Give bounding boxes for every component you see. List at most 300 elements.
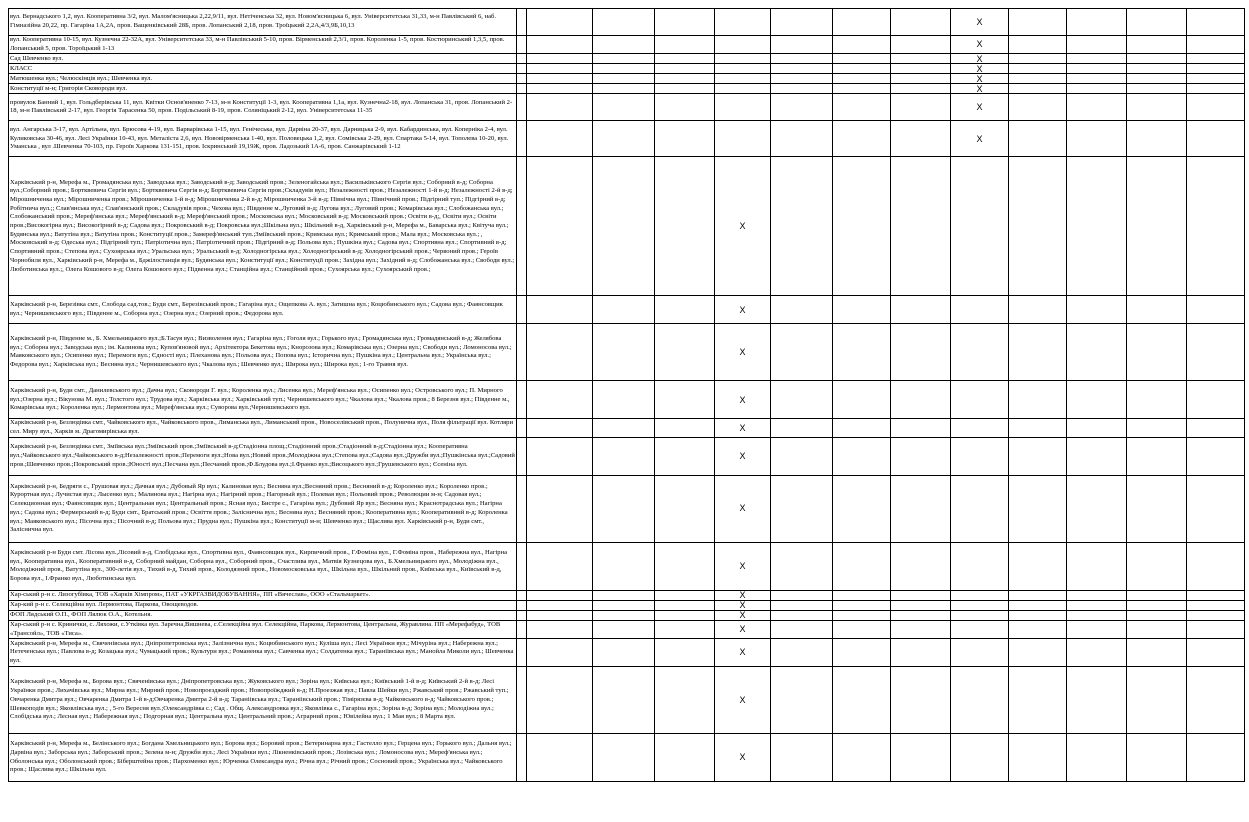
empty-cell (1067, 437, 1127, 475)
empty-cell (833, 94, 891, 121)
empty-cell (593, 667, 655, 734)
empty-cell (891, 542, 951, 590)
empty-cell (891, 64, 951, 74)
empty-cell (1067, 84, 1127, 94)
empty-cell (1009, 734, 1067, 782)
empty-cell (833, 590, 891, 600)
empty-cell (1067, 324, 1127, 381)
empty-cell (655, 610, 715, 620)
empty-cell (951, 620, 1009, 638)
empty-cell (951, 734, 1009, 782)
empty-cell (771, 475, 833, 542)
empty-cell (951, 667, 1009, 734)
empty-cell (771, 121, 833, 157)
schedule-mark-cell: X (715, 324, 771, 381)
empty-cell (1067, 9, 1127, 36)
empty-cell (527, 157, 593, 296)
address-cell: Харківський р-н, Мерефа м., Громадянська вул.; Заводська вул.; Заводський в-д; Заводський пров.; Зеленогайська вул.; Васильківського Сергія вул.; Соборний в-д; Соборна вул.;Соборний пров.; Бортквевича Сергія вул.; Бортквевича Сергія в-д; Бортквевича Сергія пров.;Складувів вул.; Незалежності пров.; Незалежності 1-й в-д; Незалежності 2-й в-д; Мірошниченка вул.; Мірошниченка пров.; Мірошниченка 1-й в-д; Мірошниченка 2-й в-д; Мірошниченка 3-й в-д; Північна вул.; Північний пров.; Підгірний туп.; Підгірний в-д; Робітнича вул.;; Слав'янська вул.; Слав'янський пров.; Складувів пров.; Чехова вул.; Південне м.,Луговий в-д; Лугова вул.; Луговий пров.; Комарівська вул.; Слобожанська вул.; Слобожанський пров.; Мереф'янська вул.; Мереф'янський в-д; Мереф'янський пров.; Московська вул.; Московський в-д; Московський пров.; Освіти в-д;, Освіти вул.; Освіти пров.;Високогірна вул.; Високогірний в-д; Садова вул.; Покровський в-д; Покровська вул.;Шкільна вул.; Шкільний в-д, Харківський р-н, Мерефа м., Баварська вул.; Квітуча вул.; Будянська вул.; Ватутіна вул.; Ватутіна пров.; Конституції пров.; Замереф'янський туп.;Зміївський пров.; Кримська вул.; Кримський пров.; Мала вул.; Московська вул.; , Московський в-д; Одеська вул.; Підгірний туп.; Патріотична вул.; Патріотичний пров.; Підгірний в-д; Польова вул.; Пушкіна вул.; Садова вул.; Спортивна вул.; Спортивний в-д; Спортивний пров.; Степова вул.; Сухоярська вул.; Уральська вул.; Уральський в-д; Холодногірська вул.; Холодногірський в-д; Холодногірський пров.; Червоний пров.; Героїв Чорнобиля вул., Харківський р-н, Мерефа м., Бджілостанція вул.; Будянська вул.; Конституції вул.; Конституції пров.; Західна вул.; Західний в-д; Слобожанська вул.; Свободи вул.; Люботинська вул.;, Олега Кошового в-д; Олега Кошового вул.; Підвенна вул.; Станційна вул.; Станційний пров.; Сухоярська вул.; Сухоярський пров.; (9, 157, 517, 296)
empty-cell (1127, 36, 1187, 54)
empty-cell (527, 667, 593, 734)
table-row (9, 620, 1245, 638)
empty-cell (833, 734, 891, 782)
empty-cell (527, 437, 593, 475)
empty-cell (951, 419, 1009, 437)
empty-cell (593, 121, 655, 157)
empty-cell (527, 419, 593, 437)
empty-cell (1187, 296, 1245, 324)
empty-cell (1127, 639, 1187, 667)
empty-cell (527, 475, 593, 542)
schedule-mark-cell: X (715, 542, 771, 590)
empty-cell (1187, 620, 1245, 638)
empty-cell (891, 620, 951, 638)
empty-cell (593, 620, 655, 638)
schedule-mark-cell: X (951, 64, 1009, 74)
empty-cell (1067, 157, 1127, 296)
empty-cell (771, 600, 833, 610)
empty-cell (1127, 610, 1187, 620)
schedule-mark-cell: X (951, 94, 1009, 121)
empty-cell (517, 667, 527, 734)
empty-cell (517, 64, 527, 74)
empty-cell (771, 610, 833, 620)
empty-cell (891, 667, 951, 734)
address-cell: Харківський р-н, Бедряги с., Грушовая вул.; Дачная вул.; Дубовый Яр вул.; Калиновая вул.; Весняна вул.;Весняний пров.; Весняний в-д; Короленко вул.; Короленко пров.; Курортная вул.; Лучистая вул.; Лысенко вул.; Малинова вул.; Нагірна вул.; Нагірний пров.; Нагорный вул.; Полевая вул.; Польовий пров.; Революции м-н; Садовая вул.; Селекционная вул.; Фаянсовщик вул.; Центральная вул.; Центральный пров.; Ясная вул.; Бистре с., Гагаріна вул.; Дубовий Яр вул.; Весняна вул.; Краснотрадська вул.; Нагірна вул.; Садова вул.; Фермерський в-д; Буди смт., Братський пров.; Освіття пров.; Заліснична вул.; Весняна вул.; Весняний пров.; Кооперативна вул.; Кооперативний в-д; Короленка вул.; Маяковського вул.; Пісочна вул.; Пісочний в-д; Польова вул.; Прудна вул.; Пушкіна вул.; Конституції м-н; Шевченко вул.; Щаслива вул. Харківський р-н, Буди смт., Заліснична вул. (9, 475, 517, 542)
table-row (9, 296, 1245, 324)
table-row (9, 542, 1245, 590)
empty-cell (771, 667, 833, 734)
empty-cell (593, 157, 655, 296)
empty-cell (1187, 419, 1245, 437)
table-row (9, 324, 1245, 381)
empty-cell (891, 9, 951, 36)
empty-cell (951, 437, 1009, 475)
empty-cell (1187, 121, 1245, 157)
empty-cell (1187, 54, 1245, 64)
empty-cell (593, 419, 655, 437)
empty-cell (655, 734, 715, 782)
empty-cell (1187, 74, 1245, 84)
empty-cell (517, 475, 527, 542)
empty-cell (771, 84, 833, 94)
empty-cell (1067, 610, 1127, 620)
empty-cell (1127, 9, 1187, 36)
address-cell: провулок Банний 1, вул. Гольдберівська 11, вул. Квітки Основ'яненко 7-13, м-н Конституції 1-3, вул. Кооперативна 1,1а, вул. Кузнечна2-18, вул. Лопанська 31, пров. Лопанський 2-18, м-н Павлівський 2-17, вул. Георгія Тарасенка 50, пров. Подільський 8-19, пров. Соляніцький 2-12, вул. Університетська 11-35 (9, 94, 517, 121)
empty-cell (715, 74, 771, 84)
table-row (9, 734, 1245, 782)
empty-cell (771, 542, 833, 590)
empty-cell (517, 9, 527, 36)
empty-cell (771, 54, 833, 64)
empty-cell (715, 9, 771, 36)
empty-cell (833, 36, 891, 54)
empty-cell (771, 620, 833, 638)
table-row (9, 54, 1245, 64)
empty-cell (833, 64, 891, 74)
empty-cell (517, 157, 527, 296)
empty-cell (771, 590, 833, 600)
table-row (9, 121, 1245, 157)
empty-cell (655, 667, 715, 734)
address-cell: Харківський р-н, Мерефа м., Свяченівська вул.; Дніпропетровська вул.; Залізнична вул.; Коцюбинського вул.; Куліша вул.; Лесі Українки вул.; Мічуріна вул.; Набережна вул.; Нетеченська вул.; Павлова в-д; Козацька вул.; Чумацький пров.; Культури вул.; Романенка вул.; Савченка вул.; Солдатенка вул.; Тараніівська вул.; Манойла Миколи вул.; Шевченка вул. (9, 639, 517, 667)
empty-cell (527, 542, 593, 590)
empty-cell (593, 9, 655, 36)
address-cell: Харківський р-н, Буди смт., Данилевського вул.; Дачна вул.; Сковороди Г. вул.; Короленка вул.; Лисенка вул.; Мереф'янська вул.; Осипенко вул.; Островського вул.; П. Мирного вул.;Озерна вул.; Вікунова М. вул.; Толстого вул.; Трудова вул.; Харківська вул.; Харківський туп.; Чернишевського вул.; Чкалова вул.; Чкалова пров.; 8 Березня вул.; Південне м., Комарівська вул.; Короленка вул.; Лермонтова вул.; Мереф'янська вул.; Суворова вул.;Чернишевського вул. (9, 381, 517, 419)
empty-cell (833, 324, 891, 381)
address-cell: вул. Вернадського 1,2, вул. Кооперативна 3/2, вул. Малом'ясницька 2,22,9/11, вул. Нетіченська 32, вул. Новом'ясницька 6, вул. Університетська 31,33, м-н Павлівський 6, наб. Гімназійна 20,22, пр. Гагаріна 1А,2А, пров. Ващенківський 28Б, пров. Лопанський 2,18, пров. Троїцький 2,2А,4/3,9Б,10,13 (9, 9, 517, 36)
empty-cell (1009, 600, 1067, 610)
schedule-mark-cell: X (715, 667, 771, 734)
empty-cell (517, 121, 527, 157)
empty-cell (517, 74, 527, 84)
empty-cell (1067, 667, 1127, 734)
empty-cell (655, 419, 715, 437)
empty-cell (1009, 64, 1067, 74)
table-row (9, 74, 1245, 84)
empty-cell (833, 296, 891, 324)
schedule-mark-cell: X (951, 84, 1009, 94)
table-row (9, 610, 1245, 620)
empty-cell (517, 542, 527, 590)
empty-cell (771, 74, 833, 84)
empty-cell (1067, 475, 1127, 542)
empty-cell (1067, 64, 1127, 74)
schedule-mark-cell: X (951, 36, 1009, 54)
empty-cell (527, 590, 593, 600)
empty-cell (715, 36, 771, 54)
empty-cell (527, 296, 593, 324)
empty-cell (951, 324, 1009, 381)
empty-cell (1127, 667, 1187, 734)
empty-cell (1127, 324, 1187, 381)
table-row (9, 475, 1245, 542)
empty-cell (655, 121, 715, 157)
empty-cell (1127, 94, 1187, 121)
empty-cell (527, 121, 593, 157)
empty-cell (833, 74, 891, 84)
schedule-mark-cell: X (715, 620, 771, 638)
empty-cell (771, 419, 833, 437)
empty-cell (1187, 64, 1245, 74)
empty-cell (715, 54, 771, 64)
empty-cell (527, 600, 593, 610)
empty-cell (951, 610, 1009, 620)
empty-cell (833, 437, 891, 475)
empty-cell (655, 64, 715, 74)
empty-cell (771, 734, 833, 782)
empty-cell (833, 639, 891, 667)
empty-cell (833, 667, 891, 734)
empty-cell (1187, 734, 1245, 782)
empty-cell (715, 64, 771, 74)
empty-cell (951, 590, 1009, 600)
empty-cell (593, 296, 655, 324)
table-row (9, 419, 1245, 437)
empty-cell (1067, 54, 1127, 64)
empty-cell (517, 36, 527, 54)
empty-cell (891, 610, 951, 620)
empty-cell (891, 419, 951, 437)
table-row (9, 94, 1245, 121)
empty-cell (517, 84, 527, 94)
empty-cell (833, 419, 891, 437)
empty-cell (1127, 600, 1187, 610)
empty-cell (1009, 9, 1067, 36)
empty-cell (593, 734, 655, 782)
empty-cell (951, 381, 1009, 419)
empty-cell (891, 437, 951, 475)
empty-cell (1009, 36, 1067, 54)
schedule-mark-cell: X (715, 734, 771, 782)
empty-cell (833, 381, 891, 419)
empty-cell (1009, 667, 1067, 734)
table-row (9, 639, 1245, 667)
empty-cell (833, 610, 891, 620)
empty-cell (655, 157, 715, 296)
empty-cell (517, 734, 527, 782)
schedule-mark-cell: X (951, 74, 1009, 84)
empty-cell (1187, 381, 1245, 419)
address-cell: Харківський р-н, Південне м., Б. Хмельницького вул.;Б.Тасуя вул.; Визволення вул.; Гагаріна вул.; Гоголя вул.; Горького вул.; Громадянська вул.; Громадянський в-д; Желябова вул.; Соборна вул.; Заводська вул.; ім. Калинова вул.; Купов'яновой вул.; Архітектора Бекетова вул.; Кнорозова вул.; Комарівська вул.; Озерна вул.; Свободи вул.; Ломоносова вул.; Маяковського вул.; Осипенко вул.; Перемоги вул.; Єдності вул.; Плеханова вул.; Польова вул.; Попова вул.; Історична вул.; Пушкіна вул.; Центральна вул.; Українська вул.; Федорова вул.; Харківська вул.; Весняна вул.; Чернишевського вул.; Чкалова вул.; Шевченко вул.; Широка вул.; Широка вул.; 1-го Травня вул. (9, 324, 517, 381)
empty-cell (1009, 157, 1067, 296)
empty-cell (655, 324, 715, 381)
empty-cell (1127, 437, 1187, 475)
table-row (9, 64, 1245, 74)
schedule-mark-cell: X (715, 419, 771, 437)
empty-cell (593, 600, 655, 610)
empty-cell (1187, 36, 1245, 54)
empty-cell (891, 74, 951, 84)
empty-cell (1187, 324, 1245, 381)
empty-cell (1009, 74, 1067, 84)
empty-cell (527, 381, 593, 419)
table-body (9, 9, 1245, 782)
schedule-mark-cell: X (715, 639, 771, 667)
schedule-mark-cell: X (951, 121, 1009, 157)
empty-cell (655, 590, 715, 600)
empty-cell (655, 475, 715, 542)
empty-cell (1127, 475, 1187, 542)
empty-cell (1187, 94, 1245, 121)
empty-cell (1067, 36, 1127, 54)
empty-cell (593, 36, 655, 54)
empty-cell (593, 84, 655, 94)
empty-cell (771, 437, 833, 475)
empty-cell (1127, 542, 1187, 590)
empty-cell (833, 475, 891, 542)
empty-cell (1127, 157, 1187, 296)
empty-cell (655, 296, 715, 324)
table-row (9, 590, 1245, 600)
address-cell: Матюшенка вул.; Челюскінців вул.; Шевченка вул. (9, 74, 517, 84)
empty-cell (951, 157, 1009, 296)
empty-cell (517, 381, 527, 419)
empty-cell (1009, 610, 1067, 620)
empty-cell (771, 9, 833, 36)
empty-cell (1067, 620, 1127, 638)
schedule-mark-cell: X (715, 600, 771, 610)
empty-cell (517, 600, 527, 610)
address-cell: Хар-ський р-н с. Кринички, с. Ляхожи, с.Утківка вул. Заречна,Вишнева, с.Селекційна вул. Селекційна, Паркова, Лермонтова, Центральна, Журавлина. ПП «Мерефабуд», ТОВ «Трансойл», ТОВ «Тиса». (9, 620, 517, 638)
empty-cell (833, 157, 891, 296)
empty-cell (517, 639, 527, 667)
empty-cell (527, 9, 593, 36)
empty-cell (1127, 84, 1187, 94)
empty-cell (1009, 419, 1067, 437)
schedule-mark-cell: X (951, 54, 1009, 64)
empty-cell (771, 639, 833, 667)
empty-cell (833, 121, 891, 157)
empty-cell (655, 36, 715, 54)
empty-cell (951, 475, 1009, 542)
empty-cell (655, 600, 715, 610)
empty-cell (1127, 620, 1187, 638)
empty-cell (1187, 600, 1245, 610)
empty-cell (517, 324, 527, 381)
empty-cell (1009, 381, 1067, 419)
empty-cell (527, 734, 593, 782)
empty-cell (1009, 639, 1067, 667)
empty-cell (1009, 542, 1067, 590)
empty-cell (1187, 542, 1245, 590)
empty-cell (891, 121, 951, 157)
empty-cell (1187, 437, 1245, 475)
empty-cell (1127, 419, 1187, 437)
empty-cell (1187, 639, 1245, 667)
empty-cell (517, 437, 527, 475)
empty-cell (891, 157, 951, 296)
address-cell: ФОП Лядський О.П., ФОП Лялюк О.А., Котельня. (9, 610, 517, 620)
empty-cell (1127, 296, 1187, 324)
empty-cell (1067, 419, 1127, 437)
empty-cell (517, 590, 527, 600)
empty-cell (891, 734, 951, 782)
empty-cell (1009, 324, 1067, 381)
empty-cell (1009, 296, 1067, 324)
empty-cell (1009, 475, 1067, 542)
empty-cell (655, 94, 715, 121)
empty-cell (951, 639, 1009, 667)
empty-cell (1009, 54, 1067, 64)
empty-cell (517, 419, 527, 437)
empty-cell (771, 36, 833, 54)
table-row (9, 667, 1245, 734)
empty-cell (655, 381, 715, 419)
address-cell: Конституції м-н; Григорія Сковороди вул. (9, 84, 517, 94)
address-cell: Харківський р-н, Мерефа м., Белінського вул.; Богдана Хмельницького вул.; Борова вул.; Боровий пров.; Ветеринарна вул.; Гастелло вул.; Герцена вул.; Горького вул.; Дальня вул.; Дарвіна вул.; Заборська вул.; Заборський пров.; Зелена м-н; Дружби вул.; Лесі Українки вул.; Лікненківський пров.; Лозівська вул.; Ломоносова вул.; Мереф'янська вул.; Оболонська вул.; Оболонський пров.; Біберштейна пров.; Пархоменко вул.; Юрченка Олександра вул.; Річна вул.; Річний пров.; Сосновий пров.; Українська вул.; Чайковського пров.; Щаслива вул.; Шкільна вул. (9, 734, 517, 782)
address-cell: КЛАСС (9, 64, 517, 74)
empty-cell (655, 9, 715, 36)
empty-cell (891, 639, 951, 667)
address-cell: Харківський р-н, Безлюдівка смт., Чайковського вул., Чайковського пров., Лиманська вул., Лиманський пров., Новоселівський пров., Полунична вул., Поля фільтрації вул. Котляри сел. Миру вул., Харків м. Драгомирівська вул. (9, 419, 517, 437)
empty-cell (1067, 590, 1127, 600)
empty-cell (527, 36, 593, 54)
empty-cell (891, 590, 951, 600)
empty-cell (1127, 734, 1187, 782)
empty-cell (527, 54, 593, 64)
table-row (9, 437, 1245, 475)
empty-cell (593, 74, 655, 84)
empty-cell (1187, 157, 1245, 296)
empty-cell (771, 381, 833, 419)
empty-cell (593, 590, 655, 600)
address-cell: Сад Шевченко вул. (9, 54, 517, 64)
empty-cell (1127, 74, 1187, 84)
empty-cell (517, 94, 527, 121)
empty-cell (1187, 610, 1245, 620)
empty-cell (771, 94, 833, 121)
empty-cell (1127, 64, 1187, 74)
empty-cell (527, 610, 593, 620)
empty-cell (891, 381, 951, 419)
address-cell: Харківський р-н Буди смт. Лісова вул.,Лісовий в-д, Слобідська вул., Спортивна вул., Фаянсовщик вул., Кирпичний пров., Г.Фоміна вул., Г.Фоміна пров., Набережна вул., Нагірна вул., Кооперативна вул., Кооперативний в-д, Соборний майдан, Соборна вул., Соборний пров., Счастлива вул., Матвія Кузнецова вул., Б.Хмельницького вул., Молодіжна вул., Молодіжний пров., Ватутіна вул., 300-летія вул., Тихий в-д, Тихий пров., Колодязний пров., Новомосковська вул., Шкільна вул., Шкільний пров., Київська вул., Київський в-д, Борова вул., І.Франко вул., Люботинська вул. (9, 542, 517, 590)
empty-cell (1127, 381, 1187, 419)
schedule-mark-cell: X (715, 157, 771, 296)
empty-cell (1067, 94, 1127, 121)
empty-cell (891, 475, 951, 542)
empty-cell (517, 620, 527, 638)
empty-cell (891, 296, 951, 324)
empty-cell (1067, 639, 1127, 667)
empty-cell (1067, 600, 1127, 610)
empty-cell (1009, 121, 1067, 157)
empty-cell (891, 54, 951, 64)
schedule-mark-cell: X (715, 475, 771, 542)
empty-cell (1187, 475, 1245, 542)
outage-schedule-table (8, 8, 1245, 782)
empty-cell (833, 54, 891, 64)
empty-cell (833, 620, 891, 638)
empty-cell (527, 64, 593, 74)
empty-cell (527, 94, 593, 121)
empty-cell (517, 54, 527, 64)
empty-cell (1067, 121, 1127, 157)
empty-cell (715, 84, 771, 94)
empty-cell (1187, 84, 1245, 94)
address-cell: Харківський р-н, Безлюдівка смт., Зміївська вул.;Зміївський пров.;Зміївський в-д;Стадіонна площ.;Стадіонний пров.;Стадіонний в-д;Стадіонна вул.; Кооперативна вул.;Чайковського вул.;Чайковського в-д;Незалежності пров.;Перемоги вул.;Нова вул.;Новий пров.;Молодіжна вул.;Степова вул.;Садова вул.;Дружби вул.;Пушкінська вул.;Садовий пров.;Шевченко пров.;Покровський пров.;Юності вул.;Песчана вул.;Песчаний пров.;Ф.Блудова вул.;І.Франко вул.;Висоцького вул.;Грушевського вул.; Єсеніна вул. (9, 437, 517, 475)
empty-cell (891, 324, 951, 381)
table-row (9, 84, 1245, 94)
empty-cell (891, 84, 951, 94)
empty-cell (655, 54, 715, 64)
empty-cell (1009, 620, 1067, 638)
address-cell: Харківський р-н, Березівка смт., Слобода сад.тов.; Буди смт., Березівський пров.; Гагаріна вул.; Ощепкова А. вул.; Затишна вул.; Коцюбинського вул.; Садова вул.; Фаянсовщик вул.; Чернишевського вул.; Південне м., Соборна вул.; Озерна вул.; Озерний пров.; Федорова вул. (9, 296, 517, 324)
empty-cell (1067, 734, 1127, 782)
empty-cell (1187, 667, 1245, 734)
empty-cell (593, 381, 655, 419)
empty-cell (655, 437, 715, 475)
table-row (9, 9, 1245, 36)
empty-cell (833, 84, 891, 94)
empty-cell (1067, 381, 1127, 419)
empty-cell (715, 94, 771, 121)
schedule-mark-cell: X (951, 9, 1009, 36)
empty-cell (517, 610, 527, 620)
empty-cell (891, 36, 951, 54)
empty-cell (593, 639, 655, 667)
empty-cell (1067, 542, 1127, 590)
empty-cell (771, 64, 833, 74)
address-cell: Харківський р-н, Мерефа м., Борова вул.; Свяченівська вул.; Дніпропетровська вул.; Жуковського вул.; Зоріна вул.; Київська вул.; Київський 1-й в-д; Київський 2-й в-д; Лесі Українки пров.; Лихачівська вул.; Мирна вул.; Мирний пров.; Новопроезджий пров.; Новопроїжджий в-д; Н.Проезжая вул.; Павла Шейки вул.; Ржавський пров.; Ржавський туп.; Овчаренка Дмитра вул.; Овчаренка Дмитра 1-й в-д;Овчаренка Дмитра 2-й в-д; Тараніівська вул.; Тараніівський пров.; Тімірязєва в-д; Чайковського в-д; Чайковського пров.; Шевкоподів вул.; Яковлівська вул.; , 5-го Вересня вул.;Олександрівка с.; Сад . Общ. Александровка вул.; Яковлівка с., Гагаріна вул.; Зоріна в-д; Зоріна вул.; Молодіжна вул.; Слобідська вул.; Лесная вул.; Набережная вул.; Подгорная вул.; Центральна вул.; Центральний пров.; Аграрний пров.; Ювілейна вул.; 1 Мая вул.; 8 Марта вул. (9, 667, 517, 734)
empty-cell (1127, 590, 1187, 600)
address-cell: вул. Кооперативна 10-15, вул. Кузнечна 22-32А, вул. Університетська 33, м-н Павлівський 5-10, пров. Вірменський 2,3/1, пров. Короленка 1-5, пров. Костюринський 1,3,5, пров. Лопанський 5, пров. Тороїцький 1-13 (9, 36, 517, 54)
empty-cell (951, 296, 1009, 324)
empty-cell (527, 74, 593, 84)
empty-cell (593, 94, 655, 121)
empty-cell (655, 620, 715, 638)
empty-cell (1187, 590, 1245, 600)
empty-cell (1009, 84, 1067, 94)
